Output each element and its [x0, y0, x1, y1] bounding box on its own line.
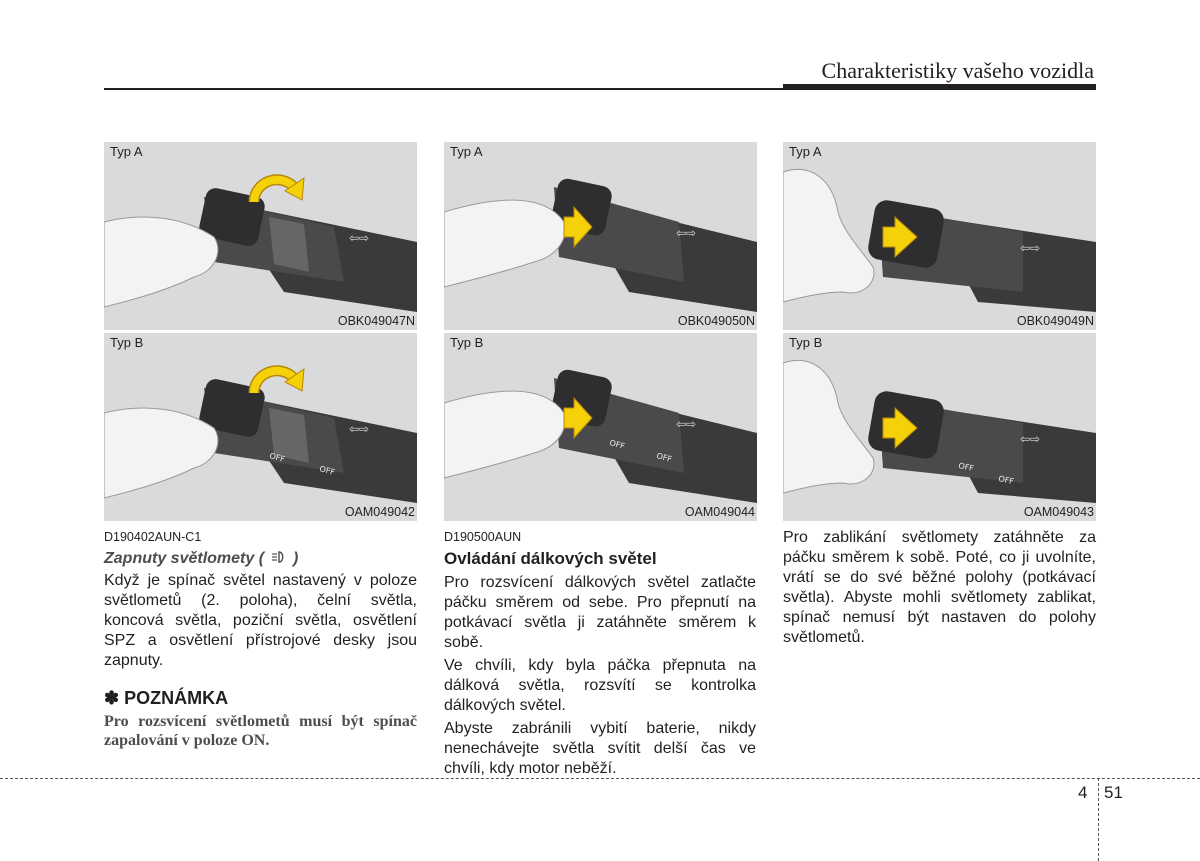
figure-headlight-typ-a [104, 142, 417, 330]
note-title: ✽ POZNÁMKA [104, 688, 229, 708]
note-text: Pro rozsvícení světlometů musí být spínač zapalování v poloze ON. [104, 713, 417, 749]
lever-off-label: OFF [957, 461, 975, 474]
svg-text:⇦⇨: ⇦⇨ [349, 422, 370, 436]
subhead-close: ) [292, 550, 299, 567]
paragraph: Abyste zabránili vybití baterie, nikdy nenechávejte světla svítit delší čas ve chvíli, kdy motor neběží. [444, 720, 756, 777]
svg-text:⇦⇨: ⇦⇨ [676, 417, 697, 431]
lever-off-label: OFF [268, 451, 286, 464]
figure-code: OAM049044 [684, 505, 755, 519]
headlight-symbol-icon [270, 549, 286, 570]
subhead-text: Zapnuty světlomety ( [104, 550, 265, 567]
figure-code: OAM049043 [1023, 505, 1094, 519]
figure-label: Typ B [110, 335, 144, 350]
section-heading: Ovládání dálkových světel [444, 549, 657, 568]
figure-label: Typ B [789, 335, 823, 350]
section-subhead [104, 549, 298, 570]
lever-illustration [444, 142, 757, 330]
figure-code: OBK049049N [1016, 314, 1094, 328]
figure-flash-typ-a [783, 142, 1096, 330]
lever-illustration [783, 142, 1096, 330]
figure-high-beam-typ-a [444, 142, 757, 330]
page-number: 51 [1104, 783, 1123, 802]
figure-code: OAM049042 [344, 505, 415, 519]
chapter-number: 4 [1078, 783, 1088, 802]
lever-illustration [104, 142, 417, 330]
figure-label: Typ A [450, 144, 483, 159]
figure-label: Typ A [789, 144, 822, 159]
headlight-description: Když je spínač světel nastavený v poloze světlometů (2. poloha), čelní světla, koncová světla, poziční světla, osvětlení SPZ a osvětlení přístrojové desky jsou zapnuty. [104, 572, 417, 669]
svg-text:⇦⇨: ⇦⇨ [676, 226, 697, 240]
lever-illustration [783, 333, 1096, 521]
paragraph: Ve chvíli, kdy byla páčka přepnuta na dálková světla, rozsvítí se kontrolka dálkových světel. [444, 657, 756, 714]
header-bar [783, 84, 1096, 90]
section-ref-code: D190500AUN [444, 530, 522, 544]
figure-label: Typ A [110, 144, 143, 159]
figure-code: OBK049047N [337, 314, 415, 328]
svg-text:⇦⇨: ⇦⇨ [1020, 241, 1041, 255]
high-beam-description [444, 573, 756, 782]
lever-off-label: OFF [997, 474, 1015, 487]
figure-flash-typ-b [783, 333, 1096, 521]
lever-off-label: OFF [608, 438, 626, 451]
paragraph: Pro rozsvícení dálkových světel zatlačte páčku směrem od sebe. Pro přepnutí na potkávací světla ji zatáhněte směrem k sobě. [444, 574, 756, 651]
lever-illustration [104, 333, 417, 521]
lever-off-label: OFF [655, 451, 673, 464]
lever-off-label: OFF [318, 464, 336, 477]
flash-description: Pro zablikání světlomety zatáhněte za páčku směrem k sobě. Poté, co ji uvolníte, vrátí se do své běžné polohy (potkávací světla). Abyste mohli světlomety zablikat, spínač nemusí být nastaven do polohy světlometů. [783, 529, 1096, 646]
footer-divider [0, 778, 1200, 779]
figure-high-beam-typ-b [444, 333, 757, 521]
section-ref-code: D190402AUN-C1 [104, 530, 202, 544]
figure-code: OBK049050N [677, 314, 755, 328]
svg-text:⇦⇨: ⇦⇨ [1020, 432, 1041, 446]
svg-text:⇦⇨: ⇦⇨ [349, 231, 370, 245]
figure-label: Typ B [450, 335, 484, 350]
lever-illustration [444, 333, 757, 521]
footer-vertical-divider [1098, 778, 1099, 861]
page-header-title: Charakteristiky vašeho vozidla [821, 58, 1094, 83]
figure-headlight-typ-b [104, 333, 417, 521]
